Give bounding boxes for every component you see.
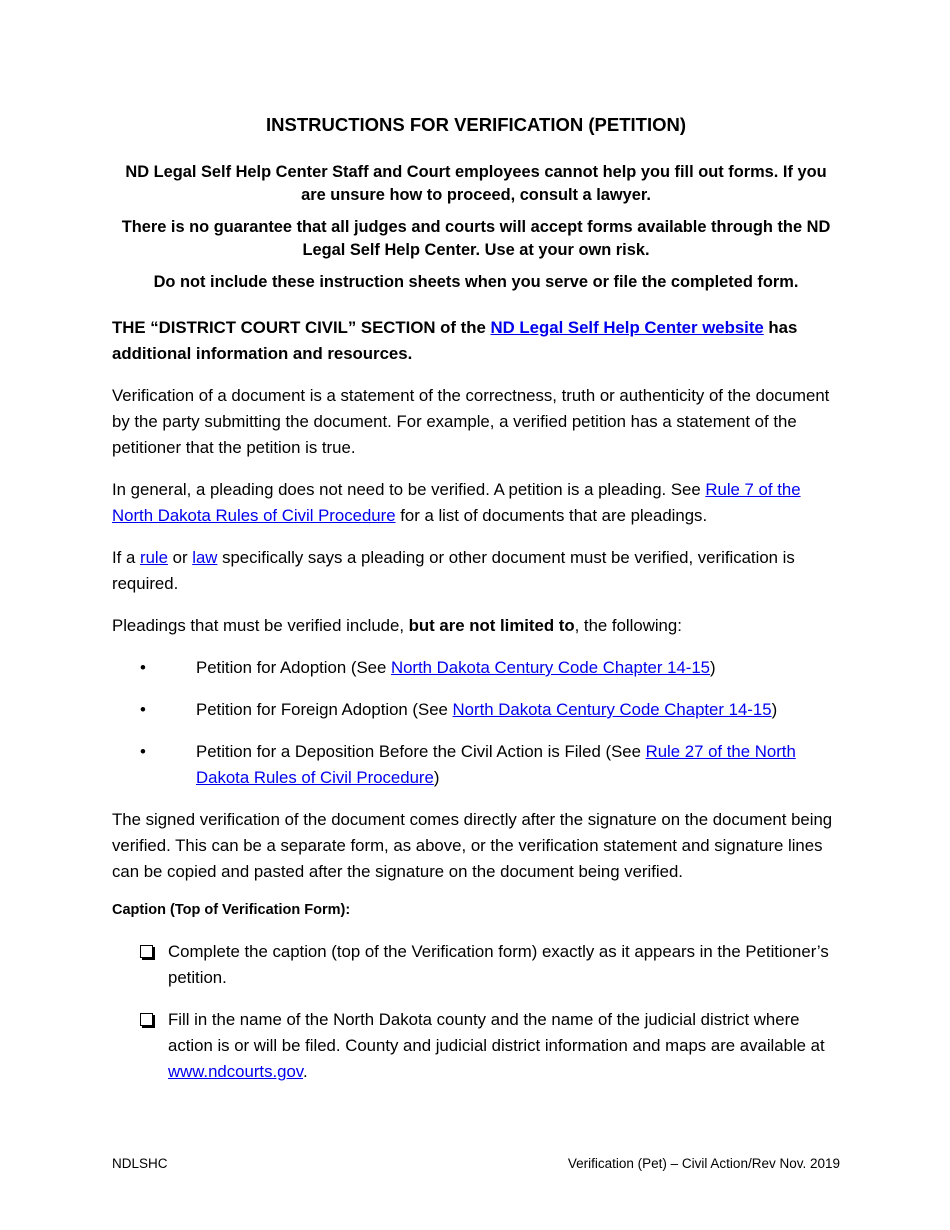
notice-instructions: Do not include these instruction sheets when you serve or file the completed form.	[153, 273, 799, 291]
rule-27-link[interactable]: Rule 27 of the North Dakota Rules of Civil Procedure	[196, 742, 796, 787]
bullet-icon: •	[140, 742, 146, 761]
page-title: INSTRUCTIONS FOR VERIFICATION (PETITION)	[265, 114, 686, 135]
self-help-website-link[interactable]: ND Legal Self Help Center website	[490, 318, 764, 337]
ndcc-14-15-link[interactable]: North Dakota Century Code Chapter 14-15	[390, 658, 711, 677]
law-link[interactable]: law	[192, 548, 218, 567]
rule-link[interactable]: rule	[139, 548, 168, 567]
resources-paragraph: THE “DISTRICT COURT CIVIL” SECTION of the ND Legal Self Help Center website has additional information and resources.	[112, 318, 798, 363]
ndcourts-link[interactable]: www.ndcourts.gov	[168, 1062, 303, 1081]
checkbox-icon	[140, 945, 153, 958]
footer-left: NDLSHC	[112, 1156, 168, 1171]
notice-guarantee: There is no guarantee that all judges and courts will accept forms available through the ND Legal Self Help Center. Use at your own risk.	[121, 218, 831, 259]
definition-paragraph: Verification of a document is a statement of the correctness, truth or authenticity of the document by the party submitting the document. For example, a verified petition has a statement of the petitioner that the petition is true.	[112, 386, 830, 457]
notice-staff: ND Legal Self Help Center Staff and Court employees cannot help you fill out forms. If you are unsure how to proceed, consult a lawyer.	[125, 163, 827, 204]
signed-verification-paragraph: The signed verification of the document comes directly after the signature on the document being verified. This can be a separate form, as above, or the verification statement and signature lines can be copied and pasted after the signature on the document being verified.	[112, 810, 833, 881]
checkbox-icon	[140, 1013, 153, 1026]
rule-7-link[interactable]: Rule 7 of the North Dakota Rules of Civil Procedure	[112, 480, 801, 525]
bullet-icon: •	[140, 658, 146, 677]
caption-heading: Caption (Top of Verification Form):	[112, 902, 351, 918]
rule-law-paragraph: If a rule or law specifically says a pleading or other document must be verified, verification is required.	[112, 548, 795, 593]
bullet-icon: •	[140, 700, 146, 719]
footer-right: Verification (Pet) – Civil Action/Rev Nov. 2019	[567, 1156, 840, 1171]
include-paragraph: Pleadings that must be verified include, but are not limited to, the following:	[112, 616, 682, 635]
general-paragraph: In general, a pleading does not need to be verified. A petition is a pleading. See Rule 7 of the North Dakota Rules of Civil Procedure for a list of documents that are pleadings.	[112, 480, 801, 525]
ndcc-14-15-link[interactable]: North Dakota Century Code Chapter 14-15	[452, 700, 772, 719]
